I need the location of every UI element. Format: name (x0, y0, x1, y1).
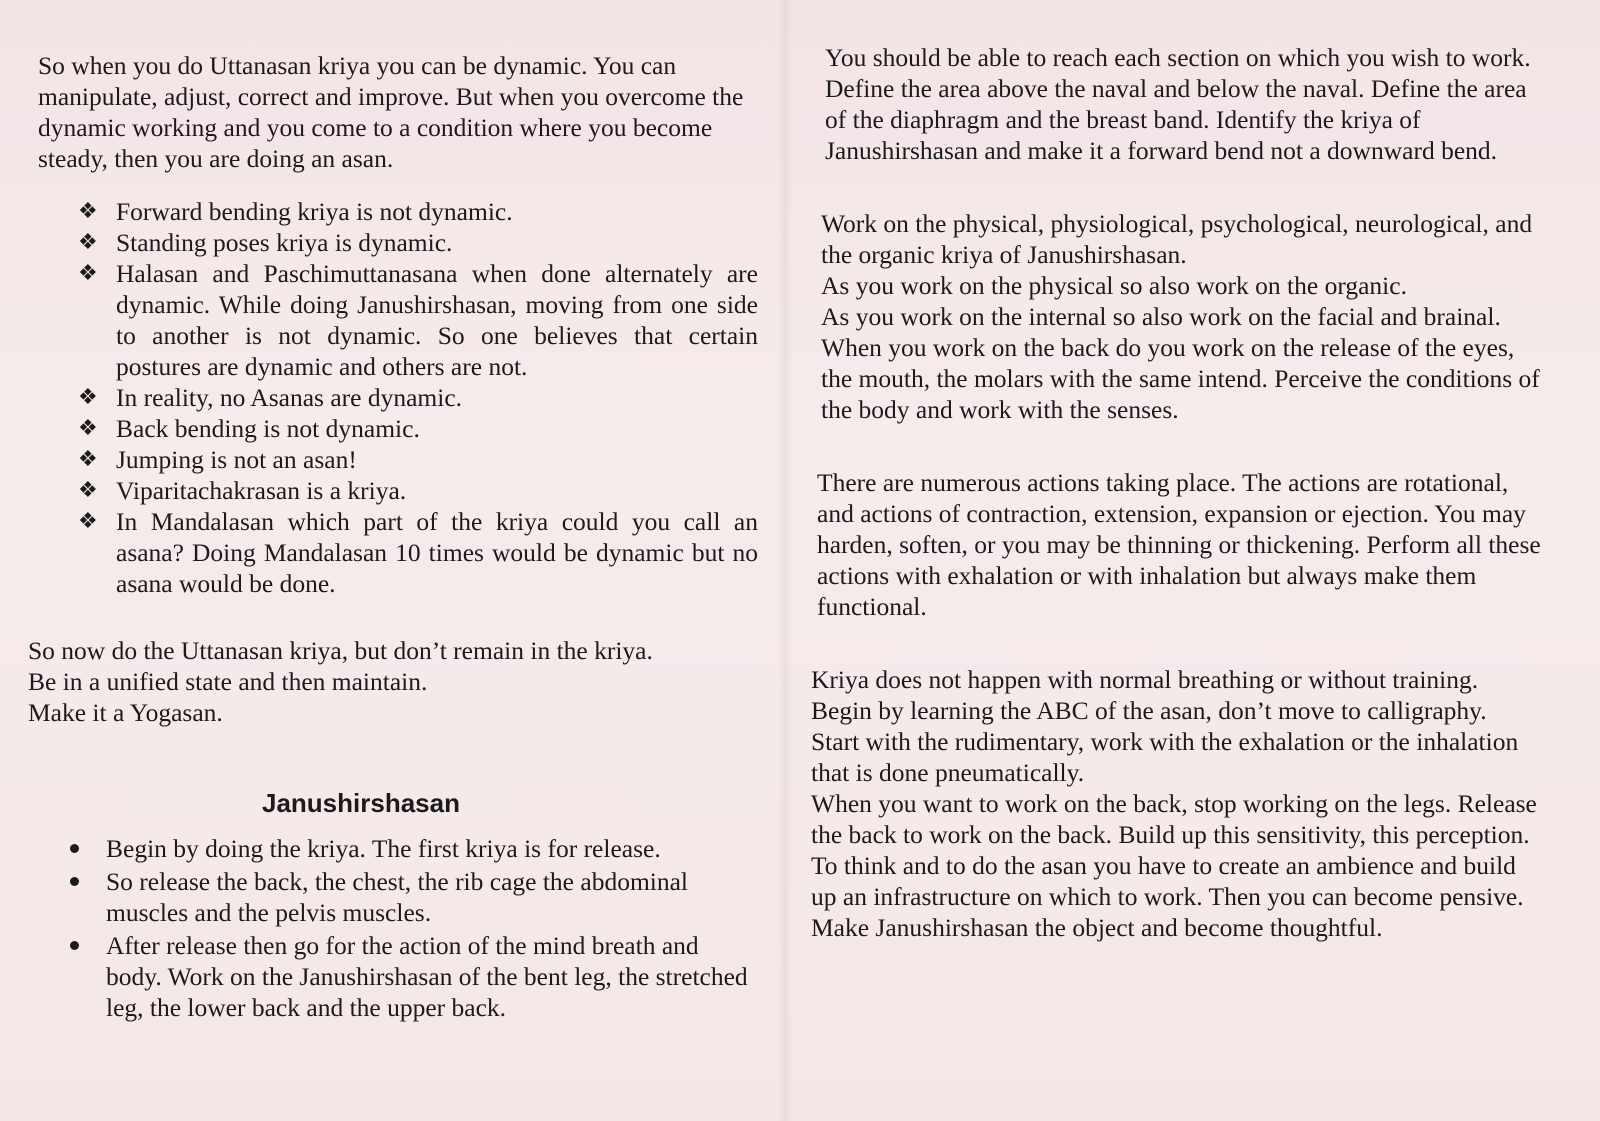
right-paragraph-2 (821, 208, 1542, 425)
list-item: ❖ Viparitachakrasan is a kriya. (78, 476, 407, 505)
right-paragraph-1: You should be able to reach each section on which you wish to work. Define the area above the naval and below the naval. Define the area of the diaphragm and the breast band. Identify the kriya of Janushirshasan and make it a forward bend not a downward bend. (825, 43, 1531, 165)
paragraph-line: When you work on the back do you work on the release of the eyes, the mouth, the molars with the same intend. Perceive the conditions of the body and work with the senses. (821, 333, 1540, 424)
closing-line: Be in a unified state and then maintain. (28, 667, 428, 696)
diamond-bullet-icon: ❖ (78, 385, 98, 410)
left-column (28, 50, 758, 1025)
bullet-dot-icon (70, 877, 79, 886)
paragraph-line: Start with the rudimentary, work with the exhalation or the inhalation that is done pneumatically. (811, 727, 1519, 787)
list-item: ❖ In Mandalasan which part of the kriya could you call an asana? Doing Mandalasan 10 times would be dynamic but no asana would be done. (78, 507, 758, 598)
paragraph-line: Kriya does not happen with normal breathing or without training. Begin by learning the ABC of the asan, don’t move to calligraphy. (811, 665, 1487, 725)
diamond-bullet-icon: ❖ (78, 199, 98, 224)
diamond-bullet-icon: ❖ (78, 478, 98, 503)
closing-line: Make it a Yogasan. (28, 698, 223, 727)
right-column (811, 42, 1542, 943)
closing-line: So now do the Uttanasan kriya, but don’t remain in the kriya. (28, 636, 653, 665)
list-item: ❖ Standing poses kriya is dynamic. (78, 228, 453, 257)
diamond-bullet-icon: ❖ (78, 509, 98, 534)
section-heading: Janushirshasan (262, 788, 460, 818)
left-intro-paragraph: So when you do Uttanasan kriya you can be dynamic. You can manipulate, adjust, correct and improve. But when you overcome the dynamic working and you come to a condition where you become steady, then you are doing an asan. (38, 51, 744, 173)
paragraph-line: As you work on the physical so also work on the organic. (821, 271, 1407, 300)
list-item: After release then go for the action of the mind breath and body. Work on the Janushirshasan of the bent leg, the stretched leg, the lower back and the upper back. (38, 930, 758, 1023)
list-item: ❖ In reality, no Asanas are dynamic. (78, 383, 463, 412)
diamond-bullet-icon: ❖ (78, 261, 98, 286)
list-item: Begin by doing the kriya. The first kriya is for release. (38, 833, 758, 864)
bullet-dot-icon (70, 941, 79, 950)
paragraph-line: Work on the physical, physiological, psychological, neurological, and the organic kriya of Janushirshasan. (821, 209, 1533, 269)
dynamic-notes-list (38, 196, 758, 599)
diamond-bullet-icon: ❖ (78, 416, 98, 441)
bullet-dot-icon (70, 844, 79, 853)
list-item: ❖ Back bending is not dynamic. (78, 414, 420, 443)
diamond-bullet-icon: ❖ (78, 447, 98, 472)
list-item: ❖ Halasan and Paschimuttanasana when done alternately are dynamic. While doing Janushirshasan, moving from one side to another is not dynamic. So one believes that certain postures are dynamic and others are not. (78, 259, 758, 381)
list-item: So release the back, the chest, the rib cage the abdominal muscles and the pelvis muscles. (38, 866, 758, 928)
list-item: ❖ Forward bending kriya is not dynamic. (78, 197, 513, 226)
right-paragraph-4 (811, 664, 1542, 943)
closing-paragraph (28, 635, 758, 728)
list-item: ❖ Jumping is not an asan! (78, 445, 357, 474)
right-paragraph-3: There are numerous actions taking place. The actions are rotational, and actions of contraction, extension, expansion or ejection. You may harden, soften, or you may be thinning or thickening. Perform all these actions with exhalation or with inhalation but always make them functional. (817, 468, 1541, 621)
paragraph-line: When you want to work on the back, stop working on the legs. Release the back to work on the back. Build up this sensitivity, this perception. To think and to do the asan you have to create an ambience and build up an infrastructure on which to work. Then you can become pensive. Make Janushirshasan the object and become thoughtful. (811, 789, 1537, 942)
janushirshasan-steps-list (38, 833, 758, 1023)
paragraph-line: As you work on the internal so also work on the facial and brainal. (821, 302, 1501, 331)
diamond-bullet-icon: ❖ (78, 230, 98, 255)
page-fold (778, 0, 792, 1121)
